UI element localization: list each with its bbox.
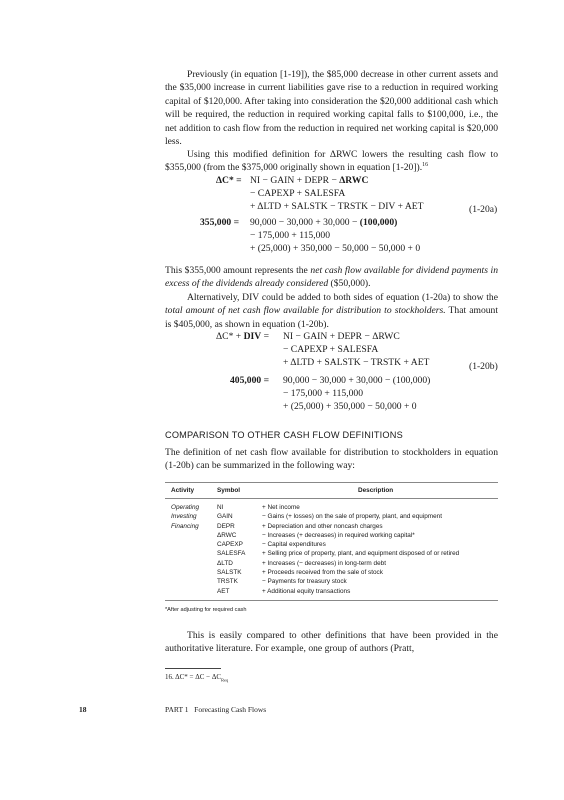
table-column-activity: [171, 503, 199, 531]
table-cell: − Increases (+ decreases) in required working capital*: [262, 531, 415, 539]
col-header-activity: Activity: [171, 487, 195, 494]
footnote-rule: [165, 668, 221, 669]
table-cell: DEPR: [217, 522, 235, 530]
table-cell: Financing: [171, 522, 199, 530]
eq-line: 90,000 − 30,000 + 30,000 − (100,000): [250, 217, 398, 228]
table-cell: CAPEXP: [217, 541, 243, 549]
table-cell: + Increases (− decreases) in long-term debt: [262, 559, 386, 567]
eq-line: − 175,000 + 115,000: [250, 230, 331, 241]
eq-lhs: 355,000 =: [200, 217, 240, 228]
paragraph-text: Previously (in equation [1-19]), the $85,000 decrease in other current assets and the $35,000 increase in current liabilities gave rise to a reduction in required working capital of $120,000. After taking into consideration the $20,000 additional cash which will be required, the reduction in required working capital falls to $100,000, i.e., the net addition to cash flow from the reduction in required net working capital is $20,000 less.: [165, 69, 498, 148]
eq-line: NI − GAIN + DEPR − ΔRWC: [250, 175, 369, 186]
table-column-description: [262, 503, 459, 596]
table-cell: ΔRWC: [217, 531, 237, 539]
table-cell: − Payments for treasury stock: [262, 578, 347, 586]
col-header-symbol: Symbol: [217, 487, 241, 494]
eq-line: − CAPEXP + SALESFA: [283, 344, 379, 355]
eq-line: − CAPEXP + SALESFA: [250, 188, 346, 199]
page-number: 18: [79, 705, 87, 714]
table-cell: + Selling price of property, plant, and equipment disposed of or retired: [262, 550, 460, 558]
eq-line: + (25,000) + 350,000 − 50,000 − 50,000 + 0: [250, 243, 421, 254]
eq-line: 90,000 − 30,000 + 30,000 − (100,000): [283, 375, 431, 386]
equation-number: (1-20a): [469, 204, 498, 215]
footnote: 16. $\Delta C* = \Delta C - \Delta C_{Req}$: [165, 673, 229, 683]
paragraph-text: The definition of net cash flow available for distribution to stockholders in equation (1-20b) can be summarized in the following way:: [165, 447, 498, 472]
paragraph-text: This is easily compared to other definitions that have been provided in the authoritative literature. For example, one group of authors (Pratt,: [165, 630, 498, 655]
table-cell: Investing: [171, 513, 197, 521]
body-paragraph: [165, 148, 498, 175]
table-top-rule: [165, 482, 498, 483]
eq-line: NI − GAIN + DEPR − ΔRWC: [283, 331, 400, 342]
body-paragraph: [165, 446, 498, 473]
table-cell: SALESFA: [217, 550, 246, 558]
table-cell: ΔLTD: [217, 559, 233, 567]
table-note: *After adjusting for required cash: [165, 607, 247, 613]
table-cell: TRSTK: [217, 578, 238, 586]
table-cell: − Gains (+ losses) on the sale of property, plant, and equipment: [262, 513, 442, 521]
body-paragraph: Alternatively, DIV could be added to both sides of equation (1-20a) to show the total amount of net cash flow available for distribution to stockholders. That amount is $405,000, as shown in equation (1-20b).: [165, 292, 498, 330]
table-cell: − Capital expenditures: [262, 541, 326, 549]
equation-number: (1-20b): [469, 361, 498, 372]
table-cell: + Depreciation and other noncash charges: [262, 522, 383, 530]
eq-line: + ΔLTD + SALSTK − TRSTK − DIV + AET: [250, 201, 424, 212]
table-bottom-rule: [165, 600, 498, 601]
table-header-rule: [165, 498, 498, 499]
col-header-description: Description: [358, 487, 394, 494]
table-cell: Operating: [171, 504, 200, 511]
paragraph-text: Using this modified definition for ΔRWC lowers the resulting cash flow to $355,000 (from the $375,000 originally shown in equation [1-20]).: [165, 149, 498, 174]
section-heading: COMPARISON TO OTHER CASH FLOW DEFINITIONS: [165, 430, 403, 440]
running-footer: PART 1 Forecasting Cash Flows: [165, 705, 267, 714]
table-cell: NI: [217, 504, 224, 511]
table-cell: + Additional equity transactions: [262, 587, 351, 595]
eq-line: + ΔLTD + SALSTK − TRSTK + AET: [283, 357, 430, 368]
table-cell: GAIN: [217, 513, 233, 521]
body-paragraph: This $355,000 amount represents the net cash flow available for dividend payments in excess of the dividends already considered ($50,000).: [165, 265, 498, 290]
footnote-marker: 16: [422, 162, 429, 169]
body-paragraph: [165, 629, 498, 656]
eq-lhs: ΔC* =: [216, 175, 242, 186]
eq-line: + (25,000) + 350,000 − 50,000 + 0: [283, 401, 417, 412]
table-cell: AET: [217, 587, 230, 595]
eq-lhs: 405,000 =: [230, 375, 270, 386]
eq-lhs: ΔC* + DIV =: [216, 331, 269, 342]
body-paragraph: [165, 68, 498, 148]
table-column-symbol: [217, 503, 245, 596]
table-cell: + Net income: [262, 504, 300, 511]
table-cell: + Proceeds received from the sale of stock: [262, 569, 383, 577]
table-cell: SALSTK: [217, 569, 242, 577]
eq-line: − 175,000 + 115,000: [283, 388, 364, 399]
